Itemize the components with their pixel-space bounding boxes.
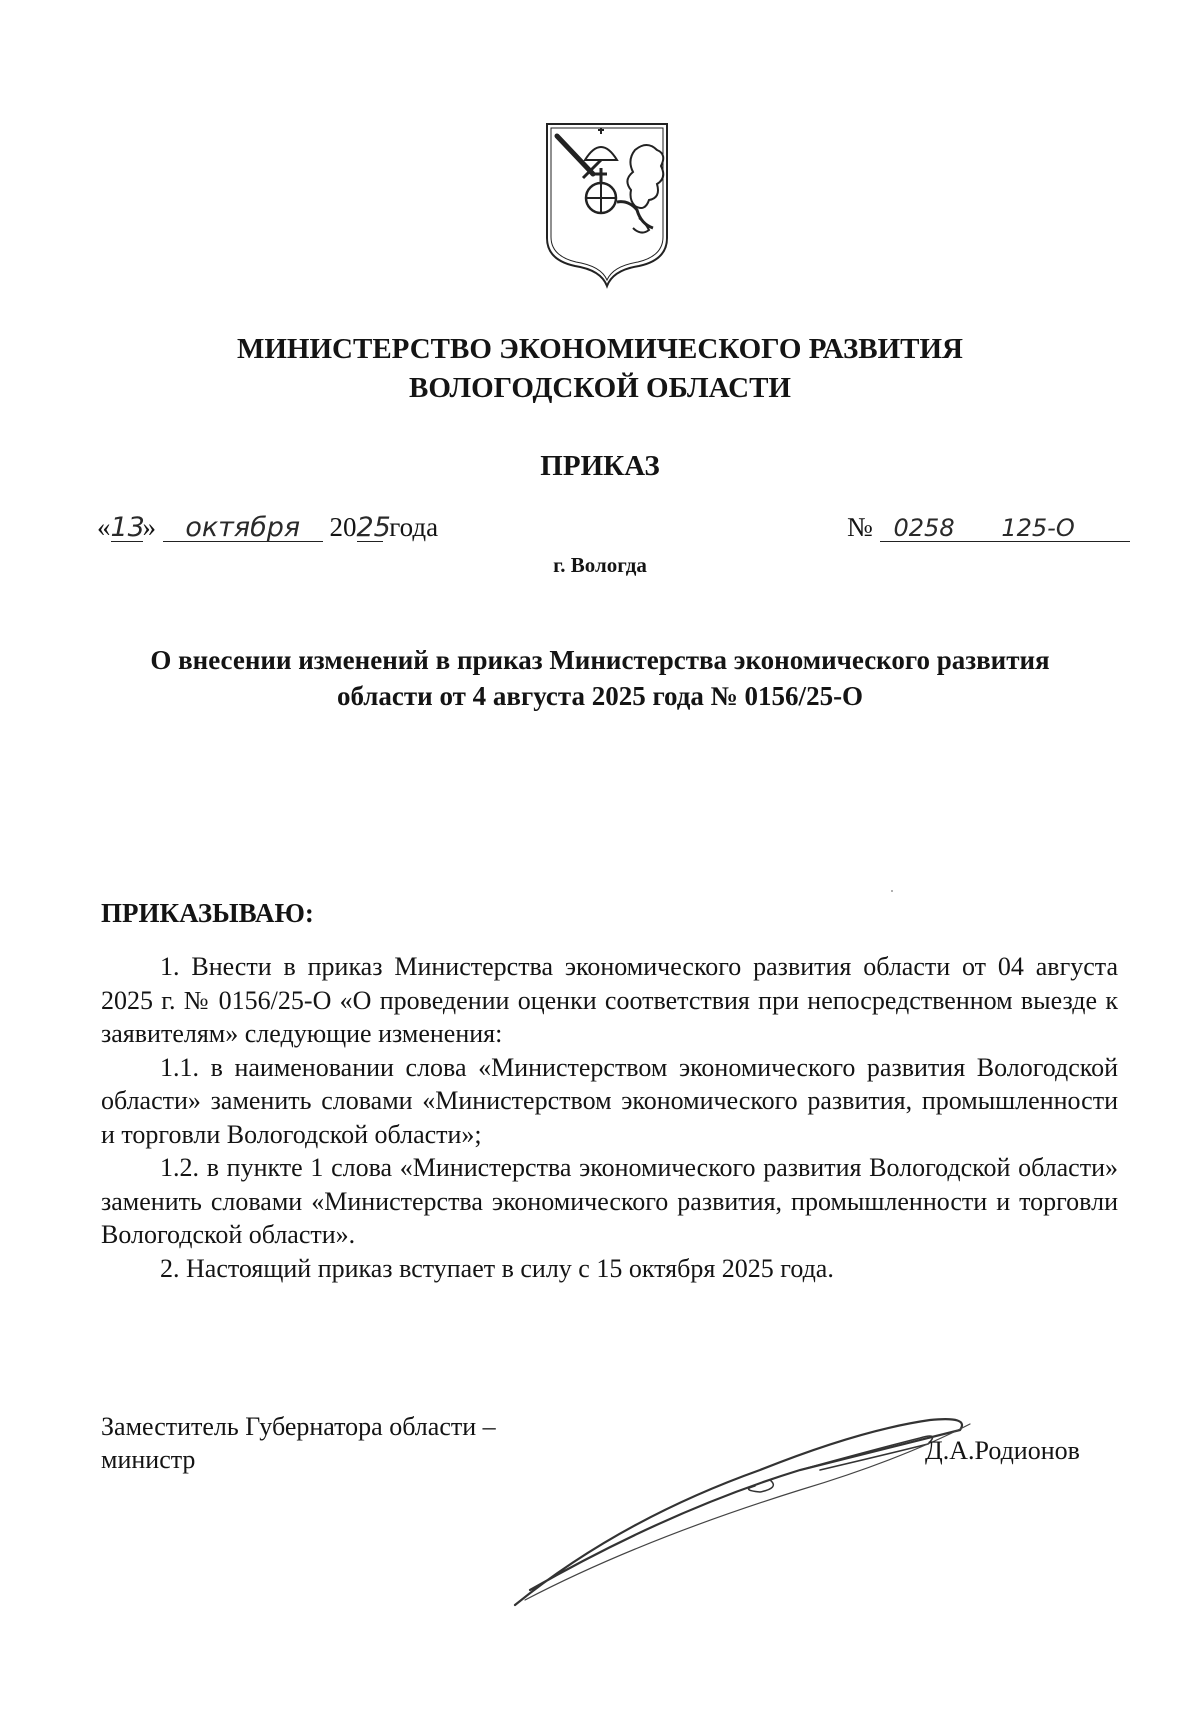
ministry-name [0,330,1200,408]
number-value-right: 125-О [1001,514,1075,542]
order-item-1-2: 1.2. в пункте 1 слова «Министерства экономического развития Вологодской области» заменить словами «Министерства экономического развития, промышленности и торговли Вологодской области». [101,1153,1118,1249]
signatory-position-line1: Заместитель Губернатора области – [101,1412,496,1441]
order-item-1: 1. Внести в приказ Министерства экономического развития области от 04 августа 2025 г. № 0156/25-О «О проведении оценки соответствия при непосредственном выезде к заявителям» следующие изменения: [101,952,1118,1048]
scan-speck [891,890,893,892]
date-close-quote: » [142,512,156,542]
date-day: 13 [110,512,145,543]
ministry-name-line2: ВОЛОГОДСКОЙ ОБЛАСТИ [409,372,791,404]
handwritten-signature [500,1400,980,1620]
city: г. Вологда [553,553,647,577]
ministry-name-line1: МИНИСТЕРСТВО ЭКОНОМИЧЕСКОГО РАЗВИТИЯ [237,333,963,365]
document-date [97,512,438,543]
document-type: ПРИКАЗ [540,450,660,482]
date-year-suffix: 25 [356,512,391,543]
order-body [101,950,1118,1285]
signatory-name: Д.А.Родионов [925,1436,1080,1465]
number-value-left: 0258 [893,514,955,542]
number-sign: № [847,512,873,542]
subject-line2: области от 4 августа 2025 года № 0156/25-О [336,681,864,711]
signatory-position-line2: министр [101,1445,196,1474]
decree-heading: ПРИКАЗЫВАЮ: [101,898,314,928]
date-year-word: года [389,512,439,542]
order-item-2: 2. Настоящий приказ вступает в силу с 15 октября 2025 года. [160,1253,834,1283]
number-field [880,514,1130,542]
subject-line1: О внесении изменений в приказ Министерства экономического развития [150,645,1050,675]
date-year-prefix: 20 [329,512,357,542]
date-open-quote: « [97,512,111,542]
document-subject [0,642,1200,714]
order-item-1-1: 1.1. в наименовании слова «Министерством экономического развития Вологодской области» заменить словами «Министерством экономического развития, промышленности и торговли Вологодской области»; [101,1052,1118,1149]
coat-of-arms-icon [543,120,671,290]
signatory-position [101,1410,496,1476]
date-month: октября [163,515,323,542]
document-number [847,512,1130,543]
